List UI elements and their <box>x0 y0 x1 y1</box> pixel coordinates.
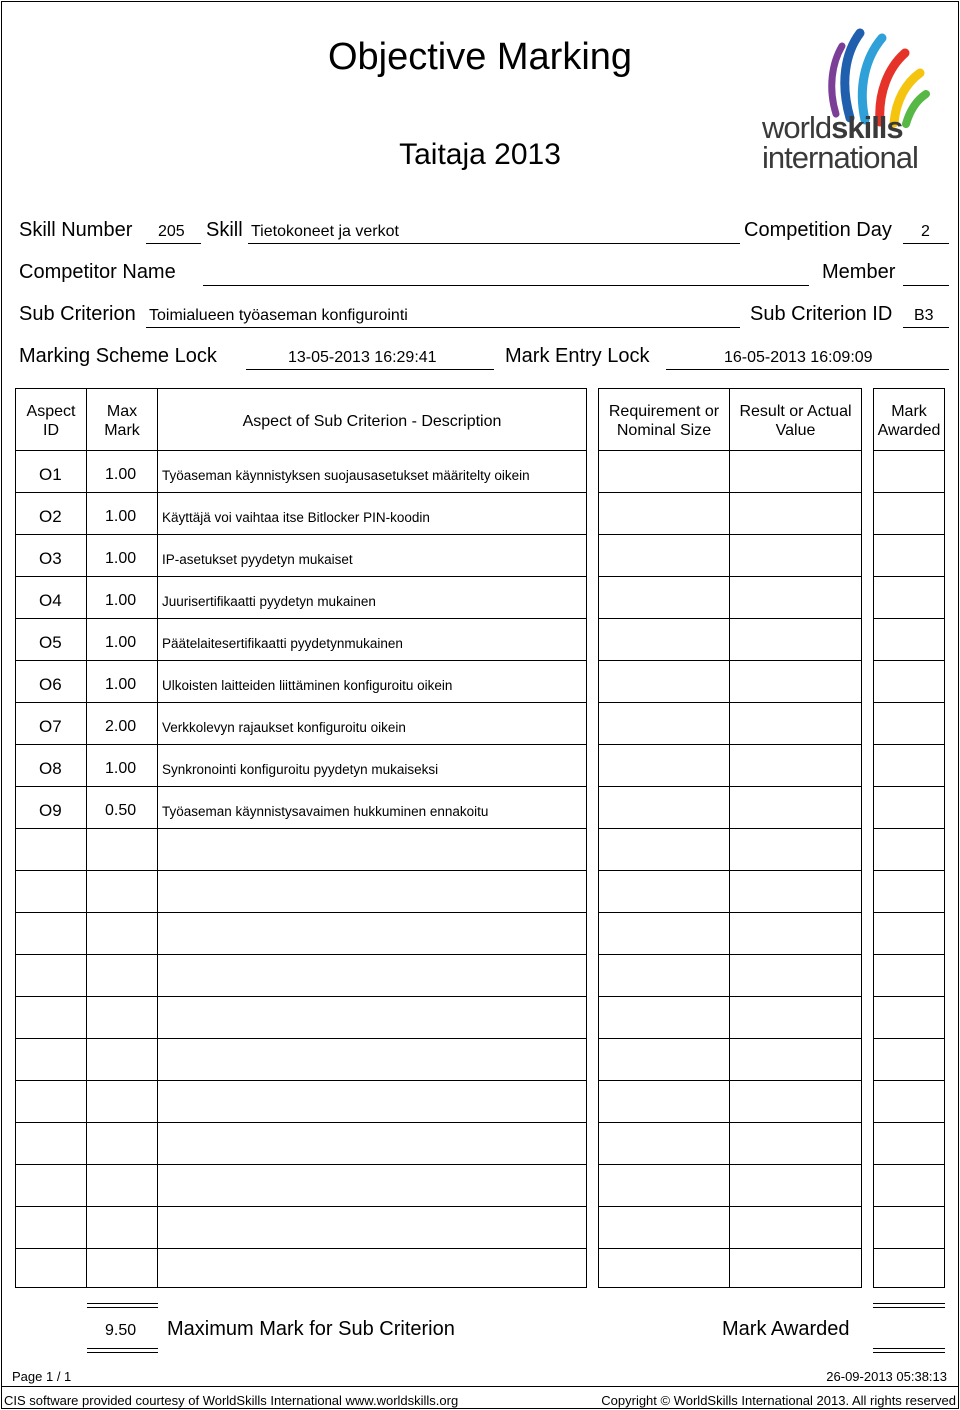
aspect-description: Synkronointi konfiguroitu pyydetyn mukaiseksi <box>162 762 439 777</box>
table-cell <box>598 702 730 745</box>
table-cell <box>598 912 730 955</box>
aspect-description: Verkkolevyn rajaukset konfiguroitu oikein <box>162 720 406 735</box>
table-cell <box>157 870 587 913</box>
table-cell <box>598 450 730 493</box>
table-cell <box>157 1080 587 1123</box>
table-cell <box>86 912 158 955</box>
header-aspect-id-line1: Aspect <box>26 403 76 420</box>
skill-number-label: Skill Number <box>19 219 133 241</box>
competition-day-label: Competition Day <box>744 219 892 241</box>
skill-line <box>248 243 740 244</box>
aspect-description: Käyttäjä voi vaihtaa itse Bitlocker PIN-koodin <box>162 510 430 525</box>
marking-scheme-lock-value: 13-05-2013 16:29:41 <box>288 349 437 366</box>
aspect-description: Ulkoisten laitteiden liittäminen konfiguroitu oikein <box>162 678 453 693</box>
member-line <box>903 285 949 286</box>
table-cell <box>15 870 87 913</box>
header-aspect-id-line2: ID <box>43 422 59 439</box>
skill-number-value: 205 <box>158 223 185 240</box>
table-cell <box>86 828 158 871</box>
table-cell <box>86 1206 158 1249</box>
table-cell <box>729 534 862 577</box>
footer-divider <box>1 1386 958 1387</box>
table-cell <box>729 1038 862 1081</box>
table-cell <box>86 1248 158 1288</box>
mark-entry-lock-line <box>666 369 949 370</box>
table-cell <box>598 828 730 871</box>
sub-criterion-line <box>146 327 740 328</box>
mark-entry-lock-label: Mark Entry Lock <box>505 345 650 367</box>
table-cell <box>873 996 945 1039</box>
max-mark: 1.00 <box>105 760 137 777</box>
max-mark: 1.00 <box>105 676 137 693</box>
aspect-id: O4 <box>39 591 62 610</box>
skill-number-line <box>146 243 201 244</box>
skill-value: Tietokoneet ja verkot <box>251 223 399 240</box>
total-double-line-bottom <box>87 1348 158 1353</box>
table-cell <box>598 870 730 913</box>
awarded-double-line-bottom <box>873 1348 945 1353</box>
aspect-description: Juurisertifikaatti pyydetyn mukainen <box>162 594 376 609</box>
sub-criterion-id-label: Sub Criterion ID <box>750 303 893 325</box>
table-cell <box>873 1080 945 1123</box>
table-cell <box>15 1080 87 1123</box>
table-cell <box>15 1206 87 1249</box>
table-cell <box>598 660 730 703</box>
aspect-id: O2 <box>39 507 62 526</box>
aspect-id: O8 <box>39 759 62 778</box>
max-mark: 1.00 <box>105 508 137 525</box>
table-cell <box>729 744 862 787</box>
table-cell <box>729 954 862 997</box>
table-cell <box>15 1248 87 1288</box>
table-cell <box>15 1038 87 1081</box>
max-mark: 2.00 <box>105 718 137 735</box>
table-cell <box>729 912 862 955</box>
table-cell <box>157 1038 587 1081</box>
table-cell <box>873 870 945 913</box>
aspect-id: O7 <box>39 717 62 736</box>
table-cell <box>873 576 945 619</box>
mark-entry-lock-value: 16-05-2013 16:09:09 <box>724 349 873 366</box>
awarded-double-line-top <box>873 1303 945 1308</box>
header-requirement <box>598 388 730 451</box>
competitor-name-label: Competitor Name <box>19 261 176 283</box>
table-cell <box>15 996 87 1039</box>
aspect-id: O3 <box>39 549 62 568</box>
maximum-mark-label: Maximum Mark for Sub Criterion <box>167 1318 455 1340</box>
aspect-description: IP-asetukset pyydetyn mukaiset <box>162 552 353 567</box>
table-cell <box>86 1122 158 1165</box>
header-description <box>157 388 587 451</box>
table-cell <box>598 996 730 1039</box>
table-cell <box>873 1164 945 1207</box>
table-cell <box>729 870 862 913</box>
table-cell <box>598 1164 730 1207</box>
table-cell <box>598 744 730 787</box>
table-cell <box>86 1080 158 1123</box>
table-cell <box>729 450 862 493</box>
table-cell <box>729 996 862 1039</box>
table-cell <box>873 1122 945 1165</box>
worldskills-logo <box>760 28 935 178</box>
table-cell <box>157 828 587 871</box>
aspect-id: O9 <box>39 801 62 820</box>
table-cell <box>598 1122 730 1165</box>
table-cell <box>873 1206 945 1249</box>
aspect-description: Työaseman käynnistyksen suojausasetukset määritelty oikein <box>162 468 530 483</box>
max-mark: 0.50 <box>105 802 137 819</box>
table-cell <box>873 1038 945 1081</box>
table-cell <box>86 954 158 997</box>
max-mark: 1.00 <box>105 592 137 609</box>
table-cell <box>873 660 945 703</box>
total-double-line-top <box>87 1303 158 1308</box>
table-cell <box>873 954 945 997</box>
header-max-mark-line1: Max <box>106 403 138 420</box>
header-requirement-line1: Requirement or <box>608 403 720 420</box>
table-cell <box>598 1080 730 1123</box>
total-max-mark: 9.50 <box>105 1322 137 1339</box>
sub-criterion-id-line <box>903 327 949 328</box>
competition-day-line <box>903 243 949 244</box>
header-result-line1: Result or Actual <box>739 403 852 420</box>
table-cell <box>598 618 730 661</box>
table-cell <box>15 954 87 997</box>
page-subtitle: Taitaja 2013 <box>399 138 561 171</box>
aspect-id: O6 <box>39 675 62 694</box>
table-cell <box>157 912 587 955</box>
header-mark-awarded-line2: Awarded <box>877 422 941 439</box>
table-cell <box>157 1248 587 1288</box>
print-timestamp: 26-09-2013 05:38:13 <box>826 1369 947 1384</box>
table-cell <box>729 786 862 829</box>
courtesy-text: CIS software provided courtesy of WorldSkills International www.worldskills.org <box>4 1393 459 1408</box>
table-cell <box>729 618 862 661</box>
table-cell <box>873 786 945 829</box>
table-cell <box>873 912 945 955</box>
table-cell <box>729 1206 862 1249</box>
page-title: Objective Marking <box>327 36 633 78</box>
header-result <box>729 388 862 451</box>
page-number: Page 1 / 1 <box>12 1369 72 1384</box>
table-cell <box>873 534 945 577</box>
aspect-id: O1 <box>39 465 62 484</box>
logo-word-world: world <box>762 110 832 145</box>
table-cell <box>729 1248 862 1288</box>
table-cell <box>157 1164 587 1207</box>
header-aspect-id <box>15 388 87 451</box>
mark-awarded-label: Mark Awarded <box>722 1318 850 1340</box>
table-cell <box>729 492 862 535</box>
table-cell <box>729 660 862 703</box>
table-cell <box>86 1164 158 1207</box>
table-cell <box>598 1206 730 1249</box>
table-cell <box>157 954 587 997</box>
table-cell <box>15 1122 87 1165</box>
table-cell <box>729 1122 862 1165</box>
table-cell <box>598 786 730 829</box>
logo-word-skills: skills <box>831 110 903 145</box>
header-requirement-line2: Nominal Size <box>616 422 712 439</box>
table-cell <box>86 996 158 1039</box>
table-cell <box>598 576 730 619</box>
sub-criterion-id-value: B3 <box>914 307 934 324</box>
aspect-description: Päätelaitesertifikaatti pyydetynmukainen <box>162 636 403 651</box>
table-cell <box>15 912 87 955</box>
header-max-mark-line2: Mark <box>104 422 140 439</box>
aspect-id: O5 <box>39 633 62 652</box>
table-cell <box>598 492 730 535</box>
table-cell <box>873 1248 945 1288</box>
member-label: Member <box>822 261 896 283</box>
marking-scheme-lock-label: Marking Scheme Lock <box>19 345 217 367</box>
table-cell <box>729 828 862 871</box>
table-cell <box>873 450 945 493</box>
header-mark-awarded-line1: Mark <box>891 403 927 420</box>
table-cell <box>15 1164 87 1207</box>
competition-day-value: 2 <box>921 223 930 240</box>
table-cell <box>157 1122 587 1165</box>
table-cell <box>729 1080 862 1123</box>
table-cell <box>873 828 945 871</box>
max-mark: 1.00 <box>105 634 137 651</box>
competitor-name-line <box>203 285 809 286</box>
table-cell <box>729 1164 862 1207</box>
table-cell <box>86 1038 158 1081</box>
table-cell <box>15 828 87 871</box>
table-cell <box>157 1206 587 1249</box>
copyright-text: Copyright © WorldSkills International 2013. All rights reserved <box>601 1393 956 1408</box>
skill-label: Skill <box>206 219 243 241</box>
header-result-line2: Value <box>775 422 816 439</box>
table-cell <box>598 534 730 577</box>
table-cell <box>729 702 862 745</box>
table-cell <box>86 870 158 913</box>
sub-criterion-label: Sub Criterion <box>19 303 136 325</box>
logo-word-international: international <box>762 140 918 175</box>
table-cell <box>598 1248 730 1288</box>
table-cell <box>873 618 945 661</box>
table-cell <box>157 996 587 1039</box>
marking-scheme-lock-line <box>246 369 494 370</box>
table-cell <box>598 1038 730 1081</box>
max-mark: 1.00 <box>105 466 137 483</box>
header-max-mark <box>86 388 158 451</box>
max-mark: 1.00 <box>105 550 137 567</box>
aspect-description: Työaseman käynnistysavaimen hukkuminen ennakoitu <box>162 804 489 819</box>
table-cell <box>729 576 862 619</box>
table-cell <box>873 492 945 535</box>
header-mark-awarded <box>873 388 945 451</box>
table-cell <box>598 954 730 997</box>
table-cell <box>873 744 945 787</box>
table-cell <box>873 702 945 745</box>
sub-criterion-value: Toimialueen työaseman konfigurointi <box>149 307 408 324</box>
header-description-text: Aspect of Sub Criterion - Description <box>242 413 502 430</box>
